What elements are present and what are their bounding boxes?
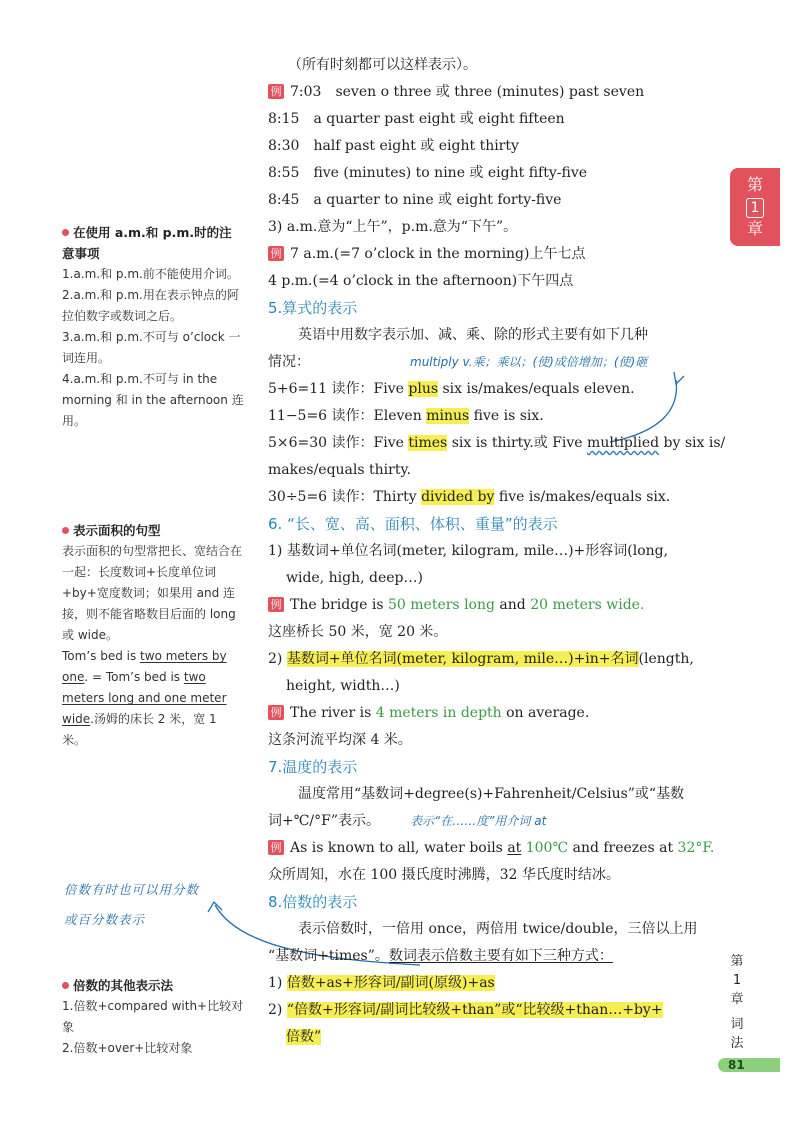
text-line: 3) a.m.意为“上午”，p.m.意为“下午”。 bbox=[268, 219, 518, 235]
sidebar-example: Tom’s bed is two meters by one. = Tom’s bed is two meters long and one meter wide.汤姆的床长 2 米，宽 1 米。 bbox=[62, 649, 227, 747]
sidebar-item: 2.倍数+over+比较对象 bbox=[62, 1041, 193, 1055]
time-example: 例 7:03 seven o three 或 three (minutes) past seven bbox=[268, 79, 713, 106]
depth-example: 例 The river is 4 meters in depth on average. bbox=[268, 700, 713, 727]
sidebar-item: 2.a.m.和 p.m.用在表示钟点的阿拉伯数字或数词之后。 bbox=[62, 288, 239, 323]
dimension-example-translation: 这座桥长 50 米，宽 20 米。 bbox=[268, 624, 448, 640]
math-example: 5+6=11 读作：Five plus six is/makes/equals eleven. bbox=[268, 381, 635, 397]
time-example: 8:55 five (minutes) to nine 或 eight fifty-five bbox=[268, 165, 588, 181]
multiple-method-2: 2) “倍数+形容词/副词比较级+than”或“比较级+than…+by+ bbox=[268, 1002, 663, 1018]
text-line: 温度常用“基数词+degree(s)+Fahrenheit/Celsius”或“基数 bbox=[298, 786, 685, 802]
chapter-side-label: 第 1 章 词 法 bbox=[730, 954, 744, 1051]
am-example: 例 7 a.m.(=7 o’clock in the morning)上午七点 bbox=[268, 241, 713, 268]
multiple-method-2-cont: 倍数” bbox=[286, 1029, 322, 1045]
main-content bbox=[268, 52, 726, 1051]
text-line: wide, high, deep…) bbox=[286, 570, 423, 586]
text-line: height, width…) bbox=[286, 678, 400, 694]
time-example: 8:15 a quarter past eight 或 eight fifteen bbox=[268, 111, 565, 127]
dimension-example: 例 The bridge is 50 meters long and 20 meters wide. bbox=[268, 592, 713, 619]
handwritten-note-line1: 倍数有时也可以用分数 bbox=[64, 882, 200, 897]
page-number: 81 bbox=[728, 1058, 745, 1072]
chapter-tab-top: 第 bbox=[746, 175, 763, 194]
section-heading-5: 5.算式的表示 bbox=[268, 299, 358, 317]
text-line: 词+℃/°F”表示。 表示“在……度”用介词 at bbox=[268, 813, 547, 829]
handwritten-note-line2: 或百分数表示 bbox=[64, 912, 146, 927]
text-line: 情况： multiply v.乘；乘以；(使)成倍增加；(使)砸 bbox=[268, 354, 648, 370]
text-line: （所有时刻都可以这样表示）。 bbox=[288, 57, 477, 73]
chapter-tab-num: 1 bbox=[746, 198, 764, 218]
sidebar-item: 3.a.m.和 p.m.不可与 o’clock 一词连用。 bbox=[62, 330, 241, 365]
sidebar-title-area: 表示面积的句型 bbox=[73, 523, 161, 538]
depth-example-translation: 这条河流平均深 4 米。 bbox=[268, 732, 412, 748]
example-icon: 例 bbox=[268, 597, 284, 612]
text-line: 英语中用数字表示加、减、乘、除的形式主要有如下几种 bbox=[298, 327, 648, 343]
sidebar-paragraph: 表示面积的句型常把长、宽结合在一起：长度数词+长度单位词+by+宽度数词；如果用 and 连接，则不能省略数目后面的 long 或 wide。 bbox=[62, 544, 243, 642]
math-example: 30÷5=6 读作：Thirty divided by five is/makes/equals six. bbox=[268, 489, 671, 505]
sidebar-title-am-pm: 在使用 a.m.和 p.m.时的注意事项 bbox=[62, 225, 232, 261]
section-heading-8: 8.倍数的表示 bbox=[268, 893, 358, 911]
example-icon: 例 bbox=[268, 840, 284, 855]
text-line: 1) 基数词+单位名词(meter, kilogram, mile…)+形容词(long, bbox=[268, 543, 669, 559]
chapter-tab-bottom: 章 bbox=[746, 219, 763, 238]
section-heading-7: 7.温度的表示 bbox=[268, 758, 358, 776]
time-example: 8:45 a quarter to nine 或 eight forty-five bbox=[268, 192, 562, 208]
section-heading-6: 6. “长、宽、高、面积、体积、重量”的表示 bbox=[268, 515, 558, 533]
temperature-example-translation: 众所周知，水在 100 摄氏度时沸腾，32 华氏度时结冰。 bbox=[268, 867, 620, 883]
multiple-method-1: 1) 倍数+as+形容词/副词(原级)+as bbox=[268, 975, 495, 991]
text-line: “基数词+times”。数词表示倍数主要有如下三种方式： bbox=[268, 948, 613, 964]
pm-example: 4 p.m.(=4 o’clock in the afternoon)下午四点 bbox=[268, 273, 574, 289]
text-line: 表示倍数时，一倍用 once，两倍用 twice/double，三倍以上用 bbox=[298, 921, 698, 937]
time-example: 8:30 half past eight 或 eight thirty bbox=[268, 138, 519, 154]
handwritten-note-multiply: multiply v.乘；乘以；(使)成倍增加；(使)砸 bbox=[410, 355, 648, 369]
example-icon: 例 bbox=[268, 246, 284, 261]
math-example-cont: makes/equals thirty. bbox=[268, 462, 411, 478]
example-icon: 例 bbox=[268, 705, 284, 720]
math-example: 11−5=6 读作：Eleven minus five is six. bbox=[268, 408, 544, 424]
sidebar-title-multiple: 倍数的其他表示法 bbox=[73, 978, 174, 993]
example-icon: 例 bbox=[268, 84, 284, 99]
sidebar-item: 1.a.m.和 p.m.前不能使用介词。 bbox=[62, 267, 239, 281]
arrow-head bbox=[208, 902, 222, 912]
sidebar-item: 1.倍数+compared with+比较对象 bbox=[62, 999, 244, 1034]
sidebar-item: 4.a.m.和 p.m.不可与 in the morning 和 in the afternoon 连用。 bbox=[62, 372, 244, 428]
math-example: 5×6=30 读作：Five times six is thirty.或 Five multiplied by six is/ bbox=[268, 435, 726, 451]
text-line: 2) 基数词+单位名词(meter, kilogram, mile…)+in+名词(length, bbox=[268, 651, 694, 667]
temperature-example: 例 As is known to all, water boils at 100℃ and freezes at 32°F. bbox=[268, 835, 713, 862]
handwritten-note-at: 表示“在……度”用介词 at bbox=[409, 814, 547, 828]
